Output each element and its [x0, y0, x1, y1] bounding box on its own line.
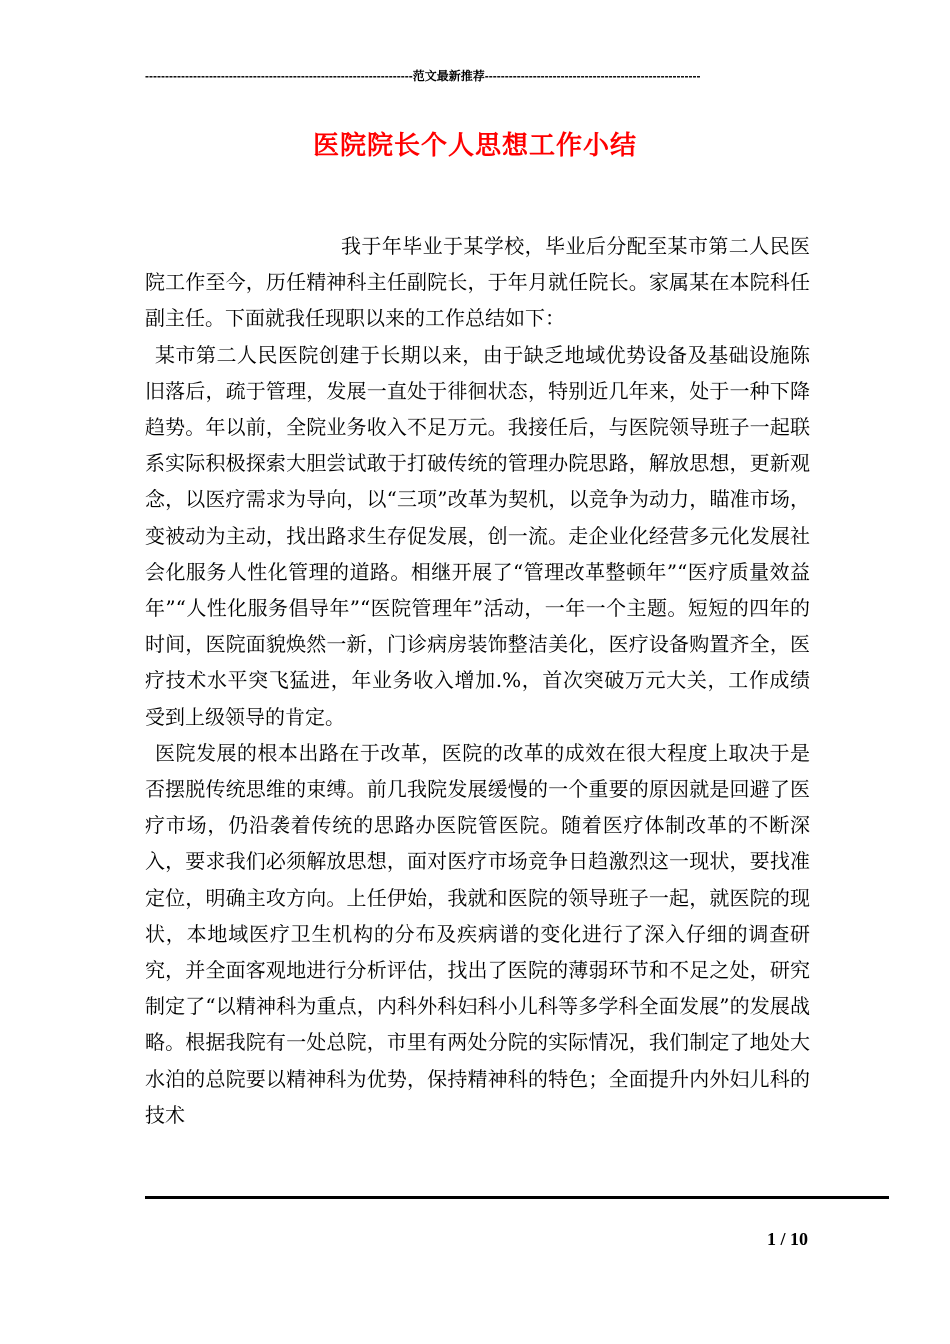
header-banner: -------------------------------------------------------------------范文最新推荐------------------------------------------------------ [145, 69, 701, 83]
paragraph-intro: 我于年毕业于某学校，毕业后分配至某市第二人民医院工作至今，历任精神科主任副院长，于年月就任院长。家属某在本院科任副主任。下面就我任现职以来的工作总结如下： [145, 234, 810, 331]
document-title: 医院院长个人思想工作小结 [312, 131, 637, 161]
document-body [145, 228, 810, 1133]
paragraph-reform: 医院发展的根本出路在于改革，医院的改革的成效在很大程度上取决于是否摆脱传统思维的束缚。前几我院发展缓慢的一个重要的原因就是回避了医疗市场，仍沿袭着传统的思路办医院管医院。随着医疗体制改革的不断深入，要求我们必须解放思想，面对医疗市场竞争日趋激烈这一现状，要找准定位，明确主攻方向。上任伊始，我就和医院的领导班子一起，就医院的现状，本地域医疗卫生机构的分布及疾病谱的变化进行了深入仔细的调查研究，并全面客观地进行分析评估，找出了医院的薄弱环节和不足之处，研究制定了“以精神科为重点，内科外科妇科小儿科等多学科全面发展”的发展战略。根据我院有一处总院，市里有两处分院的实际情况，我们制定了地处大水泊的总院要以精神科为优势，保持精神科的特色；全面提升内外妇儿科的技术 [145, 740, 810, 1127]
page-number: 1 / 10 [766, 1229, 808, 1249]
footer-divider [145, 1196, 889, 1199]
paragraph-history: 某市第二人民医院创建于长期以来，由于缺乏地域优势设备及基础设施陈旧落后，疏于管理，发展一直处于徘徊状态，特别近几年来，处于一种下降趋势。年以前，全院业务收入不足万元。我接任后，与医院领导班子一起联系实际积极探索大胆尝试敢于打破传统的管理办院思路，解放思想，更新观念，以医疗需求为导向，以“三项”改革为契机，以竞争为动力，瞄准市场，变被动为主动，找出路求生存促发展，创一流。走企业化经营多元化发展社会化服务人性化管理的道路。相继开展了“管理改革整顿年”“医疗质量效益年”“人性化服务倡导年”“医院管理年”活动，一年一个主题。短短的四年的时间，医院面貌焕然一新，门诊病房装饰整洁美化，医疗设备购置齐全，医疗技术水平突飞猛进，年业务收入增加.%，首次突破万元大关，工作成绩受到上级领导的肯定。 [145, 342, 810, 729]
